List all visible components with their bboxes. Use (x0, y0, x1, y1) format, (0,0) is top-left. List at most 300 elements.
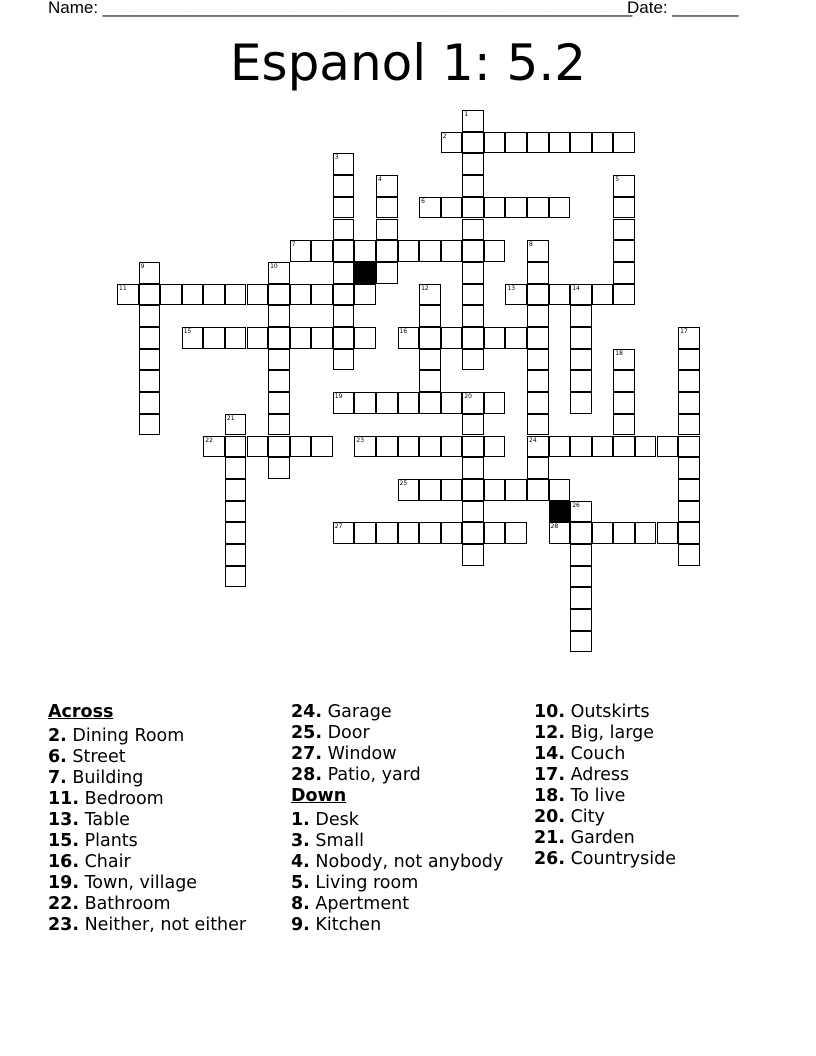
grid-cell[interactable] (398, 240, 420, 262)
grid-cell[interactable] (225, 457, 247, 479)
clue-text: Living room (309, 872, 419, 893)
grid-cell[interactable] (592, 284, 614, 306)
grid-cell[interactable] (613, 197, 635, 219)
grid-cell[interactable] (247, 284, 269, 306)
across-heading: Across (48, 702, 114, 722)
clue-item (48, 894, 246, 915)
clue-text: Garage (322, 702, 392, 722)
grid-cell[interactable] (419, 522, 441, 544)
clue-item (48, 852, 246, 873)
clue-text: Building (66, 767, 144, 788)
grid-cell[interactable] (354, 436, 376, 458)
grid-cell[interactable] (333, 392, 355, 414)
grid-cell[interactable] (635, 522, 657, 544)
grid-cell[interactable] (441, 132, 463, 154)
grid-cell[interactable] (484, 522, 506, 544)
grid-cell[interactable] (527, 457, 549, 479)
clue-item (291, 702, 503, 723)
clue-text: Bathroom (79, 893, 171, 914)
clue-number: 16 (399, 328, 408, 335)
grid-cell[interactable] (570, 501, 592, 523)
grid-cell[interactable] (613, 414, 635, 436)
clue-item (291, 831, 503, 852)
grid-cell[interactable] (678, 349, 700, 371)
grid-cell[interactable] (333, 197, 355, 219)
grid-cell[interactable] (527, 479, 549, 501)
grid-cell[interactable] (333, 219, 355, 241)
grid-cell[interactable] (549, 197, 571, 219)
grid-cell[interactable] (570, 436, 592, 458)
clue-number: 5 (615, 176, 620, 184)
grid-cell[interactable] (570, 631, 592, 653)
grid-cell[interactable] (290, 327, 312, 349)
grid-cell[interactable] (333, 349, 355, 371)
clue-number-label: 23. (48, 914, 80, 935)
grid-cell[interactable] (419, 392, 441, 414)
grid-cell[interactable] (678, 392, 700, 414)
grid-cell[interactable] (290, 284, 312, 306)
clue-text: Street (66, 746, 126, 767)
clue-number-label: 26. (534, 849, 566, 869)
grid-cell[interactable] (419, 370, 441, 392)
grid-cell[interactable] (505, 197, 527, 219)
grid-cell[interactable] (441, 327, 463, 349)
clue-item (291, 744, 503, 765)
grid-cell[interactable] (333, 305, 355, 327)
clue-text: Patio, yard (322, 765, 421, 785)
clue-number-label: 1. (291, 809, 310, 830)
clue-number-label: 24. (291, 702, 323, 722)
grid-cell[interactable] (613, 262, 635, 284)
clue-item (534, 702, 676, 723)
grid-cell[interactable] (333, 240, 355, 262)
clue-number: 26 (572, 501, 580, 509)
clue-item (48, 768, 246, 789)
grid-cell[interactable] (678, 436, 700, 458)
grid-cell[interactable] (268, 349, 290, 371)
grid-cell[interactable] (613, 436, 635, 458)
grid-cell[interactable] (139, 349, 161, 371)
grid-cell[interactable] (570, 587, 592, 609)
grid-cell[interactable] (462, 262, 484, 284)
grid-cell[interactable] (570, 370, 592, 392)
grid-cell[interactable] (462, 479, 484, 501)
grid-cell[interactable] (290, 436, 312, 458)
grid-cell[interactable] (441, 436, 463, 458)
grid-cell[interactable] (462, 457, 484, 479)
grid-cell[interactable] (462, 284, 484, 306)
clue-item (48, 831, 246, 852)
grid-cell[interactable] (311, 284, 333, 306)
grid-cell[interactable] (570, 284, 592, 306)
clue-number-label: 7. (48, 767, 67, 788)
grid-cell[interactable] (117, 284, 139, 306)
clue-column-1 (48, 702, 246, 936)
clue-number-label: 15. (48, 830, 80, 851)
grid-cell[interactable] (462, 436, 484, 458)
grid-cell[interactable] (678, 501, 700, 523)
grid-cell[interactable] (311, 240, 333, 262)
grid-cell[interactable] (139, 262, 161, 284)
clue-item (291, 852, 503, 873)
grid-cell[interactable] (225, 284, 247, 306)
grid-cell[interactable] (570, 305, 592, 327)
grid-cell[interactable] (527, 349, 549, 371)
clue-item (534, 723, 676, 744)
clue-text: Big, large (565, 723, 655, 743)
clue-item (291, 765, 503, 786)
clue-number: 20 (464, 393, 472, 401)
grid-cell[interactable] (398, 436, 420, 458)
grid-cell[interactable] (290, 240, 312, 262)
clue-number: 7 (291, 241, 296, 249)
grid-cell[interactable] (678, 414, 700, 436)
grid-cell[interactable] (527, 240, 549, 262)
grid-cell[interactable] (527, 197, 549, 219)
grid-cell[interactable] (570, 522, 592, 544)
grid-cell[interactable] (505, 327, 527, 349)
clue-item (48, 726, 246, 747)
grid-cell[interactable] (462, 522, 484, 544)
grid-cell[interactable] (376, 240, 398, 262)
grid-cell[interactable] (225, 544, 247, 566)
grid-cell[interactable] (441, 197, 463, 219)
grid-cell[interactable] (549, 522, 571, 544)
clue-number: 2 (442, 132, 447, 140)
clue-number-label: 21. (534, 828, 566, 848)
grid-cell[interactable] (549, 436, 571, 458)
grid-cell[interactable] (398, 522, 420, 544)
grid-cell[interactable] (592, 522, 614, 544)
clue-text: Nobody, not anybody (309, 851, 504, 872)
grid-cell[interactable] (247, 327, 269, 349)
grid-cell[interactable] (139, 392, 161, 414)
clue-number-label: 5. (291, 872, 310, 893)
grid-cell[interactable] (570, 392, 592, 414)
grid-cell[interactable] (462, 392, 484, 414)
grid-cell[interactable] (139, 284, 161, 306)
black-cell (549, 501, 571, 523)
grid-cell[interactable] (333, 153, 355, 175)
clue-number: 25 (399, 479, 408, 487)
grid-cell[interactable] (527, 284, 549, 306)
grid-cell[interactable] (462, 153, 484, 175)
grid-cell[interactable] (613, 132, 635, 154)
clue-text: Door (322, 723, 370, 743)
grid-cell[interactable] (441, 479, 463, 501)
clue-number-label: 17. (534, 765, 566, 785)
clue-number: 21 (226, 414, 235, 422)
grid-cell[interactable] (376, 436, 398, 458)
grid-cell[interactable] (549, 132, 571, 154)
grid-cell[interactable] (376, 219, 398, 241)
grid-cell[interactable] (462, 414, 484, 436)
grid-cell[interactable] (268, 370, 290, 392)
grid-cell[interactable] (678, 457, 700, 479)
clue-number: 10 (270, 262, 278, 270)
grid-cell[interactable] (484, 197, 506, 219)
grid-cell[interactable] (570, 566, 592, 588)
grid-cell[interactable] (592, 132, 614, 154)
clue-number-label: 19. (48, 872, 80, 893)
grid-cell[interactable] (376, 392, 398, 414)
grid-cell[interactable] (419, 284, 441, 306)
grid-cell[interactable] (376, 262, 398, 284)
clue-number: 13 (507, 284, 516, 292)
grid-cell[interactable] (268, 327, 290, 349)
grid-cell[interactable] (333, 522, 355, 544)
clue-number-label: 18. (534, 786, 566, 806)
clue-number: 11 (119, 284, 127, 292)
clue-item (48, 747, 246, 768)
grid-cell[interactable] (505, 522, 527, 544)
grid-cell[interactable] (398, 479, 420, 501)
clue-number-label: 11. (48, 788, 80, 809)
grid-cell[interactable] (419, 197, 441, 219)
grid-cell[interactable] (376, 197, 398, 219)
clue-text: Couch (565, 744, 626, 764)
grid-cell[interactable] (333, 262, 355, 284)
clue-text: Neither, not either (79, 914, 247, 935)
grid-cell[interactable] (419, 327, 441, 349)
grid-cell[interactable] (225, 479, 247, 501)
grid-cell[interactable] (484, 327, 506, 349)
grid-cell[interactable] (570, 349, 592, 371)
grid-cell[interactable] (613, 219, 635, 241)
clue-number: 28 (550, 523, 559, 531)
grid-cell[interactable] (419, 349, 441, 371)
grid-cell[interactable] (354, 392, 376, 414)
clue-item (291, 810, 503, 831)
grid-cell[interactable] (268, 305, 290, 327)
grid-cell[interactable] (613, 240, 635, 262)
clue-number-label: 20. (534, 807, 566, 827)
grid-cell[interactable] (678, 522, 700, 544)
clue-number: 24 (529, 436, 537, 444)
clue-number: 6 (421, 197, 425, 205)
grid-cell[interactable] (570, 544, 592, 566)
grid-cell[interactable] (527, 305, 549, 327)
grid-cell[interactable] (268, 457, 290, 479)
grid-cell[interactable] (678, 370, 700, 392)
clue-number-label: 16. (48, 851, 80, 872)
clue-number-label: 4. (291, 851, 310, 872)
grid-cell[interactable] (441, 392, 463, 414)
grid-cell[interactable] (354, 284, 376, 306)
grid-cell[interactable] (657, 436, 679, 458)
clue-column-3 (534, 702, 676, 870)
grid-cell[interactable] (225, 436, 247, 458)
grid-cell[interactable] (613, 392, 635, 414)
grid-cell[interactable] (419, 240, 441, 262)
grid-cell[interactable] (160, 284, 182, 306)
clue-text: To live (565, 786, 626, 806)
clue-number-label: 28. (291, 765, 323, 785)
clue-number-label: 22. (48, 893, 80, 914)
clue-text: Countryside (565, 849, 676, 869)
grid-cell[interactable] (354, 522, 376, 544)
clue-item (534, 744, 676, 765)
grid-cell[interactable] (333, 327, 355, 349)
grid-cell[interactable] (678, 479, 700, 501)
grid-cell[interactable] (139, 414, 161, 436)
clue-text: Garden (565, 828, 635, 848)
grid-cell[interactable] (570, 609, 592, 631)
black-cell (354, 262, 376, 284)
grid-cell[interactable] (268, 414, 290, 436)
grid-cell[interactable] (527, 327, 549, 349)
grid-cell[interactable] (527, 262, 549, 284)
grid-cell[interactable] (225, 522, 247, 544)
grid-cell[interactable] (354, 240, 376, 262)
grid-cell[interactable] (462, 219, 484, 241)
grid-cell[interactable] (268, 262, 290, 284)
grid-cell[interactable] (613, 175, 635, 197)
clue-text: Dining Room (66, 725, 185, 746)
grid-cell[interactable] (225, 414, 247, 436)
grid-cell[interactable] (225, 327, 247, 349)
clue-column-2 (291, 702, 503, 936)
clue-item (48, 873, 246, 894)
grid-cell[interactable] (462, 305, 484, 327)
grid-cell[interactable] (527, 414, 549, 436)
grid-cell[interactable] (311, 436, 333, 458)
clue-number: 27 (334, 523, 343, 531)
clue-number-label: 6. (48, 746, 67, 767)
grid-cell[interactable] (570, 327, 592, 349)
clue-item (534, 849, 676, 870)
clue-number: 4 (378, 176, 382, 184)
clue-number: 8 (529, 241, 533, 249)
clue-item (48, 915, 246, 936)
grid-cell[interactable] (527, 392, 549, 414)
grid-cell[interactable] (398, 327, 420, 349)
clue-number: 12 (421, 284, 429, 292)
clue-text: City (565, 807, 605, 827)
clue-item (291, 894, 503, 915)
grid-cell[interactable] (333, 284, 355, 306)
grid-cell[interactable] (441, 240, 463, 262)
clue-item (48, 810, 246, 831)
grid-cell[interactable] (203, 327, 225, 349)
grid-cell[interactable] (484, 392, 506, 414)
clue-number: 23 (356, 436, 365, 444)
grid-cell[interactable] (268, 392, 290, 414)
clue-item (534, 828, 676, 849)
grid-cell[interactable] (505, 479, 527, 501)
grid-cell[interactable] (484, 132, 506, 154)
clue-text: Outskirts (565, 702, 650, 722)
grid-cell[interactable] (139, 327, 161, 349)
grid-cell[interactable] (376, 522, 398, 544)
grid-cell[interactable] (678, 544, 700, 566)
grid-cell[interactable] (635, 436, 657, 458)
clue-text: Kitchen (309, 914, 382, 935)
grid-cell[interactable] (462, 349, 484, 371)
grid-cell[interactable] (462, 240, 484, 262)
clue-number-label: 25. (291, 723, 323, 743)
grid-cell[interactable] (419, 436, 441, 458)
grid-cell[interactable] (311, 327, 333, 349)
clue-item (291, 915, 503, 936)
grid-cell[interactable] (527, 370, 549, 392)
grid-cell[interactable] (376, 175, 398, 197)
clue-number: 1 (464, 111, 469, 118)
grid-cell[interactable] (203, 284, 225, 306)
clue-number-label: 27. (291, 744, 323, 764)
grid-cell[interactable] (333, 175, 355, 197)
clue-text: Town, village (79, 872, 198, 893)
grid-cell[interactable] (225, 501, 247, 523)
grid-cell[interactable] (592, 436, 614, 458)
name-field-label: Name: ________________________________________________________ (48, 0, 633, 17)
clue-text: Desk (309, 809, 359, 830)
grid-cell[interactable] (505, 284, 527, 306)
grid-cell[interactable] (678, 327, 700, 349)
clue-number-label: 3. (291, 830, 310, 851)
grid-cell[interactable] (225, 566, 247, 588)
grid-cell[interactable] (182, 284, 204, 306)
clue-item (534, 786, 676, 807)
grid-cell[interactable] (527, 436, 549, 458)
grid-cell[interactable] (613, 522, 635, 544)
page-title: Espanol 1: 5.2 (229, 34, 587, 92)
grid-cell[interactable] (570, 132, 592, 154)
clue-number-label: 8. (291, 893, 310, 914)
date-field-label: Date: _______ (627, 0, 739, 17)
grid-cell[interactable] (462, 544, 484, 566)
grid-cell[interactable] (268, 284, 290, 306)
grid-cell[interactable] (462, 501, 484, 523)
grid-cell[interactable] (419, 305, 441, 327)
grid-cell[interactable] (462, 327, 484, 349)
grid-cell[interactable] (657, 522, 679, 544)
clue-text: Apertment (309, 893, 410, 914)
grid-cell[interactable] (182, 327, 204, 349)
grid-cell[interactable] (139, 305, 161, 327)
grid-cell[interactable] (505, 132, 527, 154)
grid-cell[interactable] (462, 197, 484, 219)
grid-cell[interactable] (203, 436, 225, 458)
grid-cell[interactable] (441, 522, 463, 544)
grid-cell[interactable] (398, 392, 420, 414)
grid-cell[interactable] (462, 110, 484, 132)
clue-number: 3 (334, 154, 339, 162)
grid-cell[interactable] (484, 240, 506, 262)
grid-cell[interactable] (247, 436, 269, 458)
grid-cell[interactable] (527, 132, 549, 154)
clue-item (291, 723, 503, 744)
grid-cell[interactable] (549, 479, 571, 501)
clue-number: 19 (334, 393, 343, 401)
grid-cell[interactable] (484, 479, 506, 501)
grid-cell[interactable] (268, 436, 290, 458)
grid-cell[interactable] (549, 284, 571, 306)
grid-cell[interactable] (139, 370, 161, 392)
grid-cell[interactable] (484, 436, 506, 458)
clue-item (291, 873, 503, 894)
grid-cell[interactable] (462, 132, 484, 154)
clue-text: Small (309, 830, 364, 851)
clue-text: Chair (79, 851, 131, 872)
grid-cell[interactable] (354, 327, 376, 349)
grid-cell[interactable] (613, 284, 635, 306)
clue-item (534, 765, 676, 786)
grid-cell[interactable] (462, 175, 484, 197)
grid-cell[interactable] (613, 370, 635, 392)
grid-cell[interactable] (613, 349, 635, 371)
grid-cell[interactable] (419, 479, 441, 501)
